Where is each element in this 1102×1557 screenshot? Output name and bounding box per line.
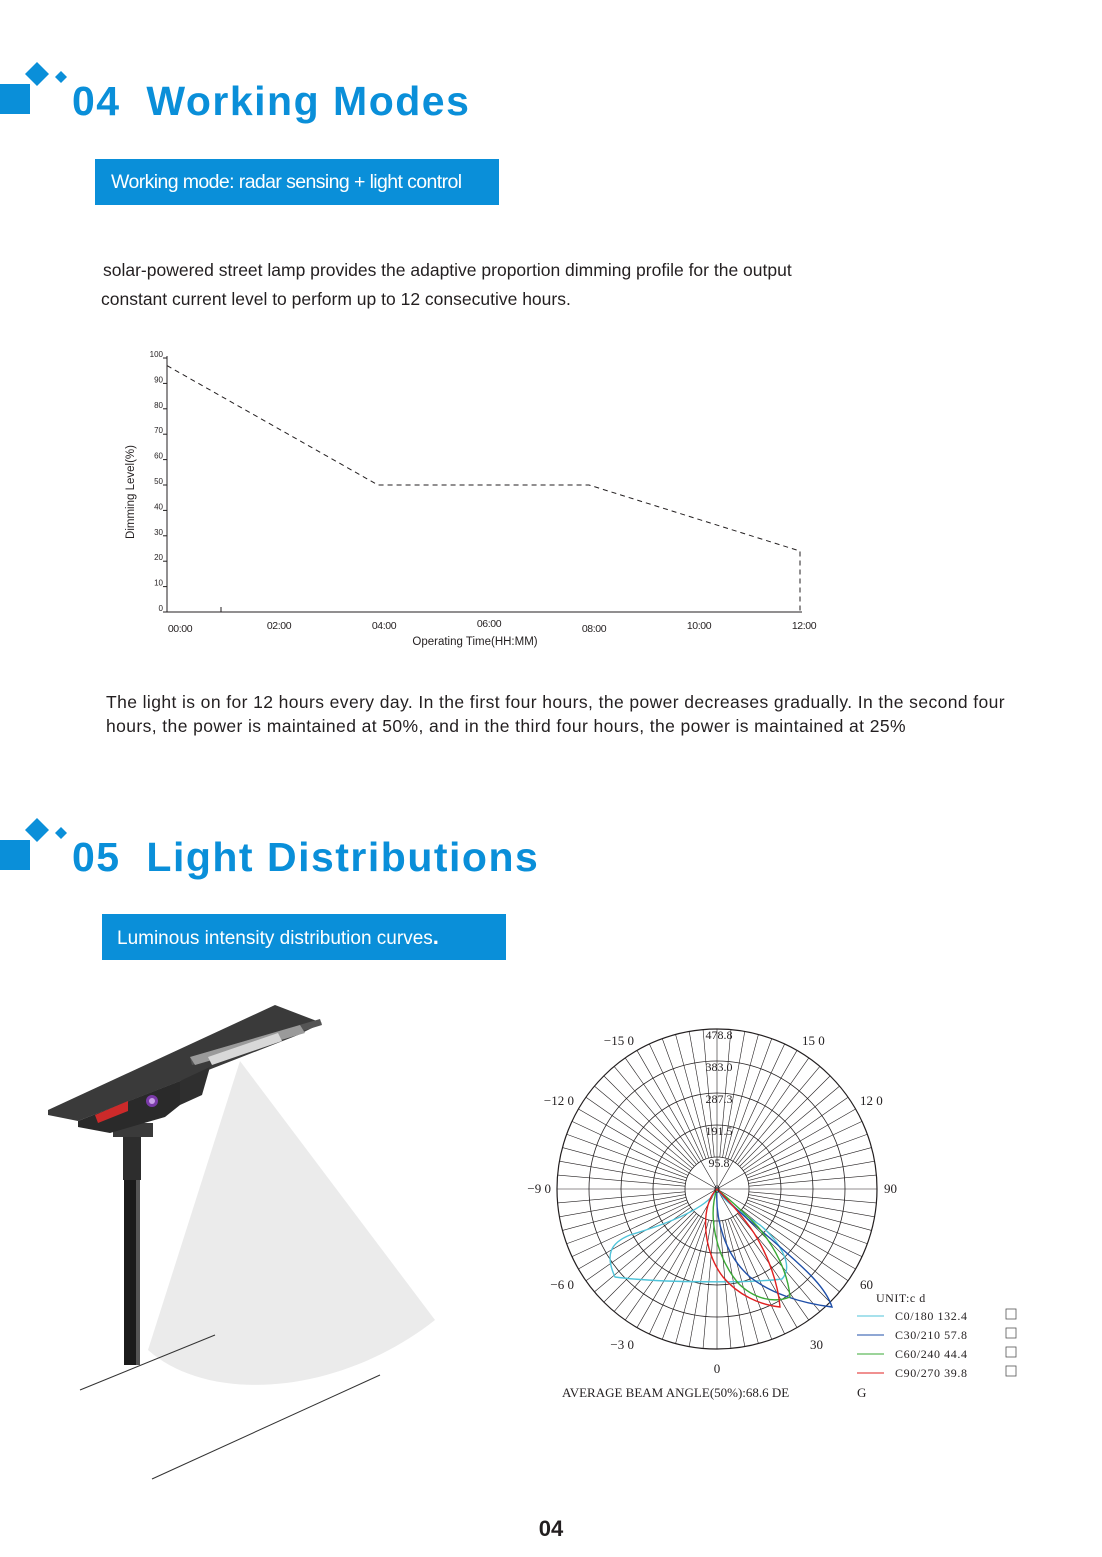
polar-distribution-chart xyxy=(510,1015,1070,1410)
intro-line-2: constant current level to perform up to 12 consecutive hours. xyxy=(101,289,571,309)
section-number: 04 xyxy=(72,78,121,124)
dimming-chart xyxy=(0,340,1102,660)
angle-label: −15 0 xyxy=(603,1033,634,1048)
center-label: 0 xyxy=(714,1182,720,1196)
polar-spoke xyxy=(559,1195,685,1217)
distribution-band xyxy=(102,914,506,960)
polar-spoke xyxy=(731,1044,785,1160)
polar-spoke xyxy=(748,1148,872,1181)
legend-checkbox xyxy=(1006,1347,1016,1357)
y-tick-label: 50 xyxy=(154,477,163,486)
legend-checkbox xyxy=(1006,1309,1016,1319)
legend-unit: UNIT:c d xyxy=(876,1291,926,1305)
polar-spoke xyxy=(676,1034,709,1158)
polar-spoke xyxy=(689,1221,711,1347)
polar-spoke xyxy=(738,1066,820,1164)
polar-spoke xyxy=(594,1086,692,1168)
polar-spoke xyxy=(562,1148,686,1181)
y-tick-label: 10 xyxy=(154,578,163,588)
dimming-series xyxy=(167,366,800,612)
section-number: 05 xyxy=(72,834,121,880)
band-label: Working mode: radar sensing + light control xyxy=(111,171,462,193)
polar-spoke xyxy=(562,1197,686,1230)
working-description: The light is on for 12 hours every day. In the first four hours, the power decreases gradually. In the second four hours, the power is maintained at 50%, and in the third four hours, the power is maintained at 25% xyxy=(106,692,1006,736)
x-tick-label: 04:00 xyxy=(371,620,397,632)
angle-label: −6 0 xyxy=(550,1277,574,1292)
polar-spoke xyxy=(723,1221,745,1347)
intro-line-1: solar-powered street lamp provides the adaptive proportion dimming profile for the output xyxy=(103,260,792,280)
section-heading: Light Distributions xyxy=(146,834,540,880)
y-tick-label: 90 xyxy=(154,375,163,385)
beam-angle-label: AVERAGE BEAM ANGLE(50%):68.6 DE xyxy=(562,1385,790,1400)
angle-label: 90 xyxy=(884,1181,897,1196)
legend-entry: C30/210 57.8 xyxy=(895,1328,968,1342)
section-title-light-distributions xyxy=(72,834,539,881)
x-tick-label: 12:00 xyxy=(791,620,817,632)
angle-label: 15 0 xyxy=(802,1033,825,1048)
polar-spoke xyxy=(559,1161,685,1183)
legend-checkbox xyxy=(1006,1328,1016,1338)
legend-entry: C0/180 132.4 xyxy=(895,1309,968,1323)
dimming-ticks xyxy=(150,350,817,635)
ring-label: 478.8 xyxy=(705,1028,733,1042)
polar-spoke xyxy=(749,1161,875,1183)
angle-label: 30 xyxy=(810,1337,823,1352)
polar-spoke xyxy=(614,1214,696,1312)
polar-spoke xyxy=(731,1218,785,1334)
ring-label: 191.5 xyxy=(705,1124,733,1138)
polar-curves xyxy=(610,1189,832,1307)
dimming-series-line xyxy=(167,366,800,612)
x-tick-label: 02:00 xyxy=(266,620,292,632)
y-tick-label: 80 xyxy=(154,400,163,410)
beam-angle-tail: G xyxy=(857,1385,867,1400)
polar-spoke xyxy=(749,1195,875,1217)
ring-label: 383.0 xyxy=(705,1060,733,1074)
x-tick-label: 06:00 xyxy=(476,618,502,630)
polar-spoke xyxy=(614,1066,696,1164)
y-tick-label: 40 xyxy=(154,502,163,512)
x-tick-label: 08:00 xyxy=(581,623,607,635)
band-label: Luminous intensity distribution curves xyxy=(117,928,433,949)
polar-spoke xyxy=(746,1121,862,1175)
polar-spoke xyxy=(649,1044,703,1160)
y-tick-label: 20 xyxy=(154,553,163,563)
x-axis-label: Operating Time(HH:MM) xyxy=(412,636,538,648)
page-number: 04 xyxy=(538,1516,564,1541)
polar-spoke xyxy=(748,1197,872,1230)
angle-label: −3 0 xyxy=(610,1337,634,1352)
y-tick-label: 0 xyxy=(158,604,163,613)
y-axis-label: Dimming Level(%) xyxy=(125,445,137,539)
y-tick-label: 100 xyxy=(149,350,163,359)
polar-spoke xyxy=(649,1218,703,1334)
polar-legend xyxy=(857,1291,1016,1380)
legend-entry: C90/270 39.8 xyxy=(895,1366,968,1380)
dimming-axes xyxy=(167,356,802,612)
y-tick-label: 60 xyxy=(154,451,163,461)
y-tick-label: 70 xyxy=(154,426,163,436)
ring-label: 95.8 xyxy=(708,1156,730,1170)
angle-label: 60 xyxy=(860,1277,873,1292)
polar-spoke xyxy=(572,1121,688,1175)
street-lamp-illustration xyxy=(40,995,460,1495)
polar-spoke xyxy=(572,1203,688,1257)
section-heading: Working Modes xyxy=(146,78,471,124)
diamond-logo-icon xyxy=(0,818,70,878)
ring-label: 287.3 xyxy=(705,1092,733,1106)
legend-entry: C60/240 44.4 xyxy=(895,1347,968,1361)
working-mode-band xyxy=(95,159,499,205)
x-tick-label: 10:00 xyxy=(686,620,712,632)
polar-spoke xyxy=(742,1086,840,1168)
x-tick-label: 00:00 xyxy=(167,623,193,635)
y-tick-label: 30 xyxy=(154,527,163,537)
polar-labels xyxy=(527,1028,897,1376)
angle-label: −9 0 xyxy=(527,1181,551,1196)
angle-label: 0 xyxy=(713,1361,721,1376)
angle-label: 12 0 xyxy=(860,1093,883,1108)
band-period: . xyxy=(432,924,439,949)
angle-label: −12 0 xyxy=(543,1093,574,1108)
section-title-working-modes xyxy=(72,78,470,125)
diamond-logo-icon xyxy=(0,62,70,122)
legend-checkbox xyxy=(1006,1366,1016,1376)
